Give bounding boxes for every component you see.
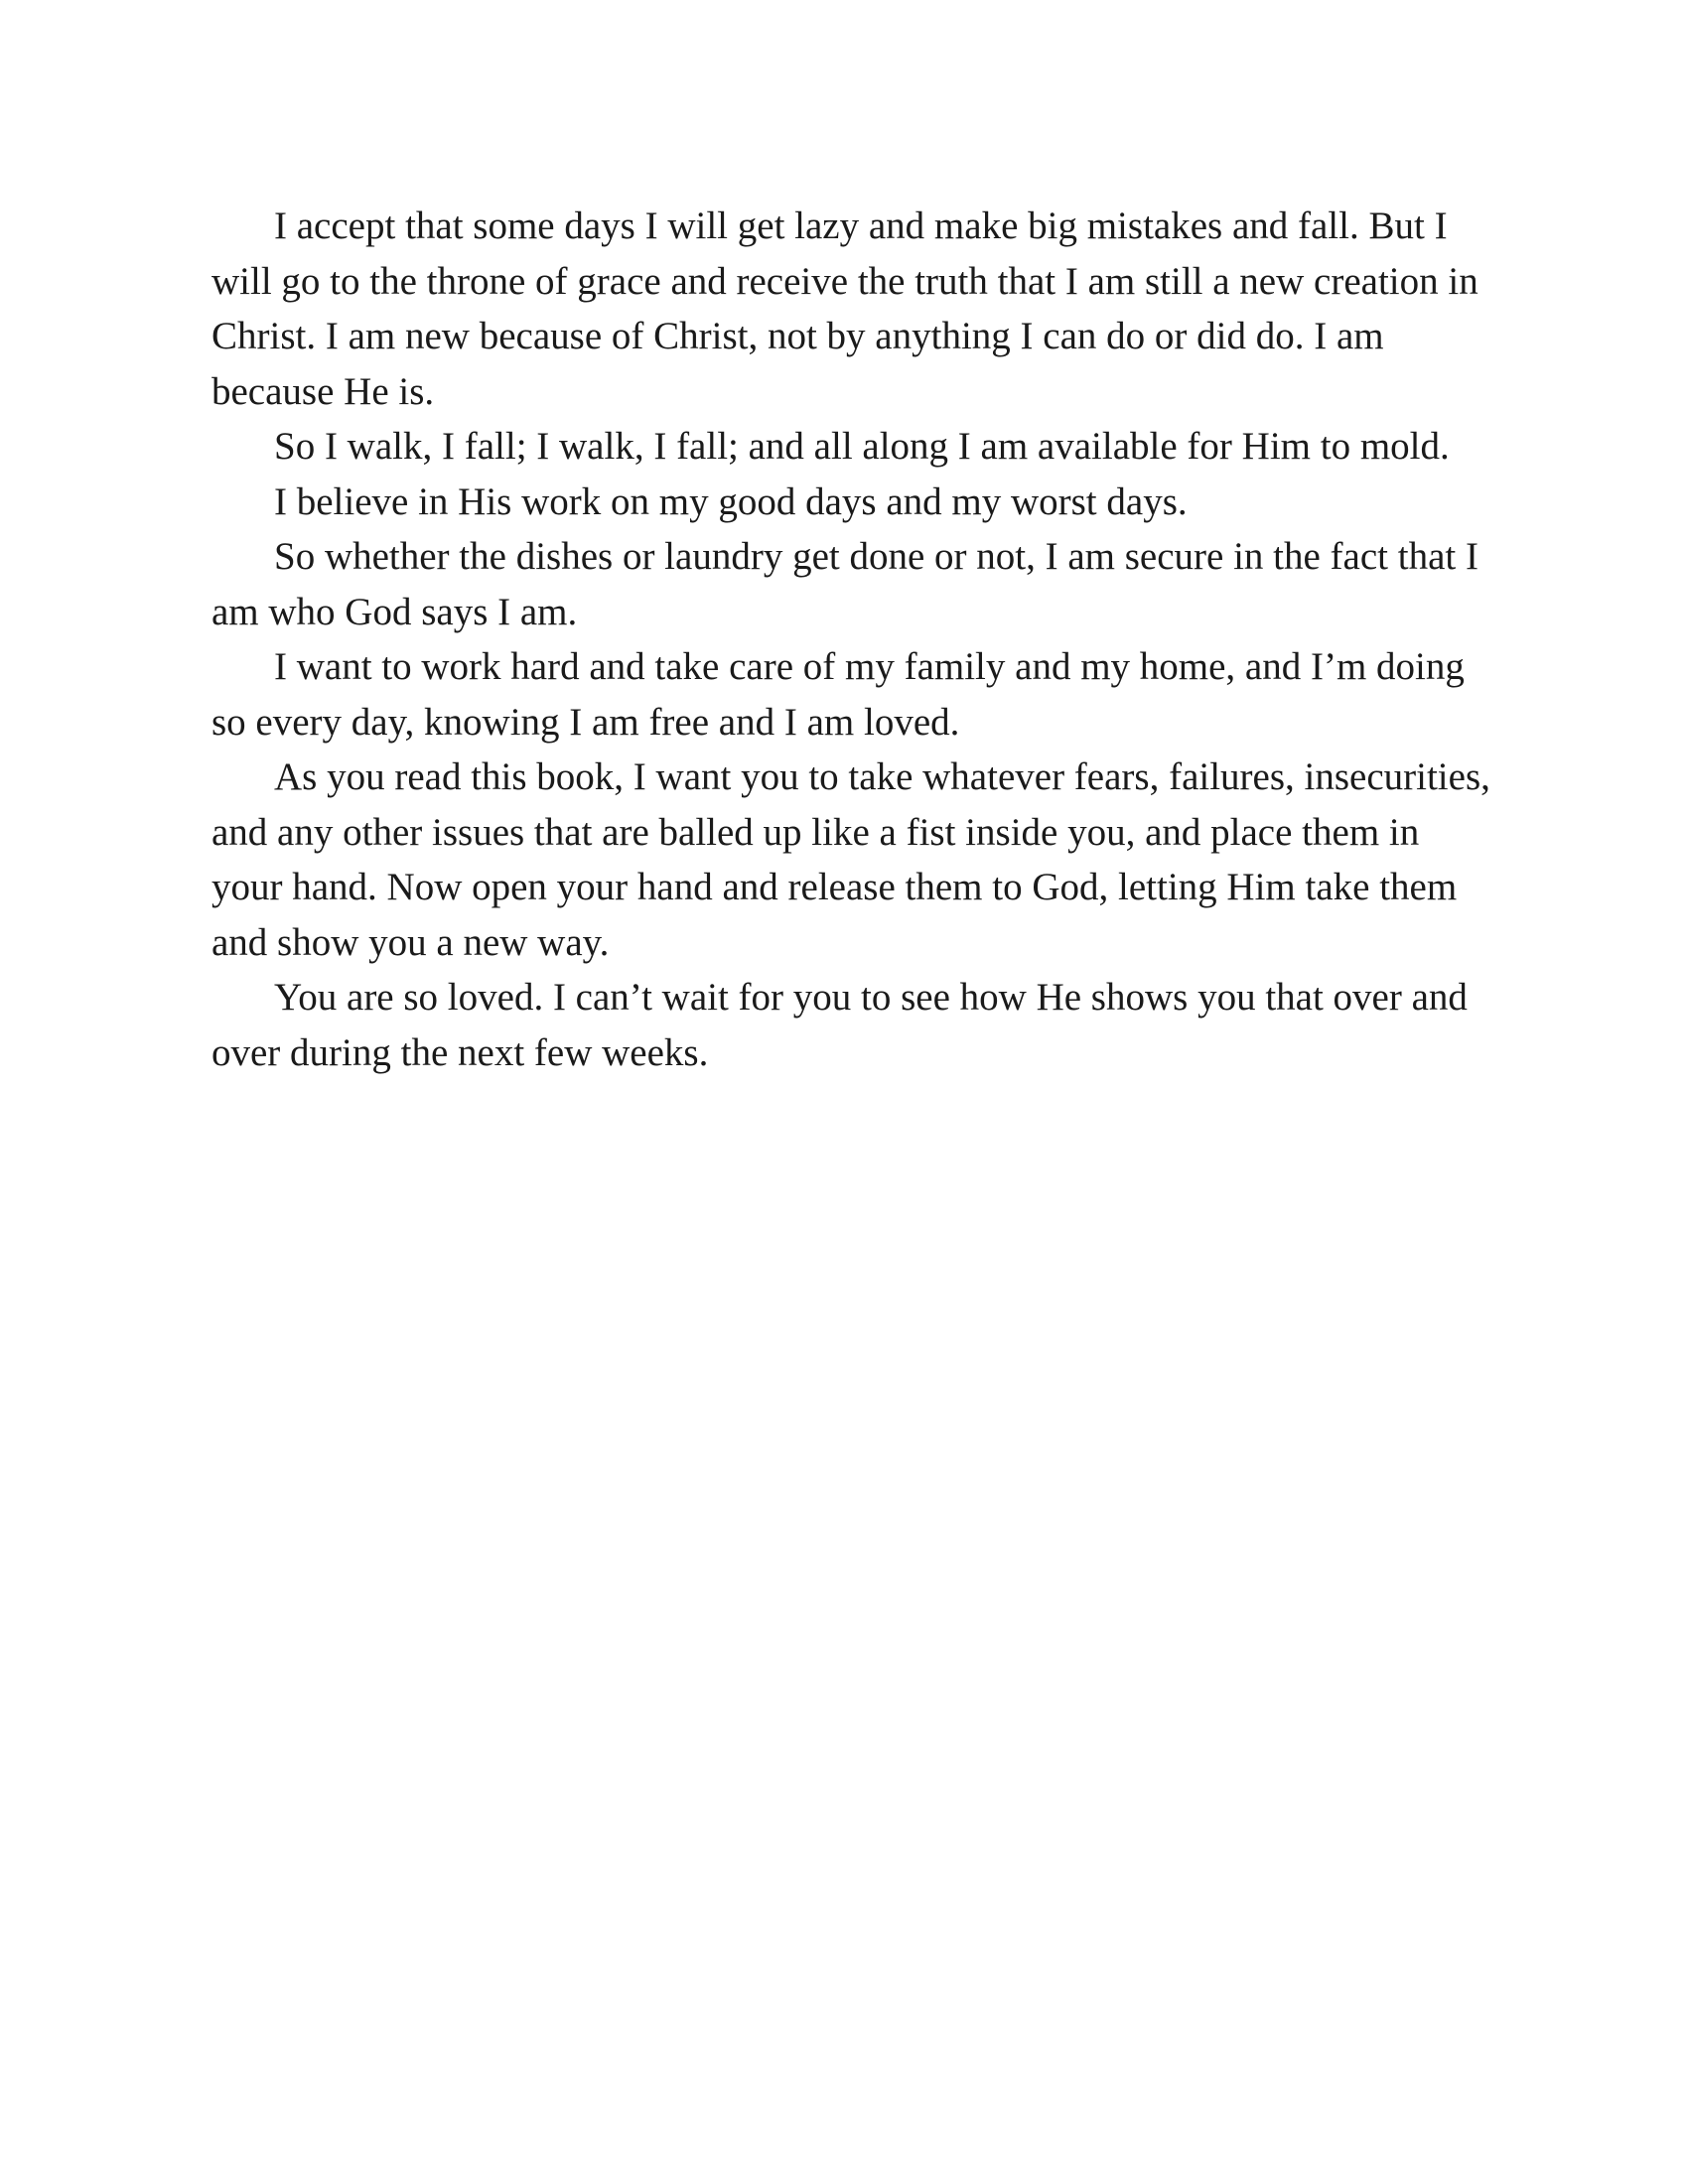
body-text bbox=[211, 199, 1492, 1080]
paragraph: I want to work hard and take care of my family and my home, and I’m doing so every day, knowing I am free and I am loved. bbox=[211, 645, 1465, 744]
paragraph: So I walk, I fall; I walk, I fall; and all along I am available for Him to mold. bbox=[274, 425, 1450, 468]
paragraph: I believe in His work on my good days and my worst days. bbox=[274, 479, 1188, 523]
paragraph: You are so loved. I can’t wait for you to see how He shows you that over and over during the next few weeks. bbox=[211, 976, 1468, 1074]
paragraph: So whether the dishes or laundry get done or not, I am secure in the fact that I am who God says I am. bbox=[211, 535, 1478, 633]
paragraph: I accept that some days I will get lazy and make big mistakes and fall. But I will go to the throne of grace and receive the truth that I am still a new creation in Christ. I am new because of Christ, not by anything I can do or did do. I am because He is. bbox=[211, 205, 1478, 413]
paragraph: As you read this book, I want you to take whatever fears, failures, insecurities, and any other issues that are balled up like a fist inside you, and place them in your hand. Now open your hand and release them to God, letting Him take them and show you a new way. bbox=[211, 755, 1490, 964]
